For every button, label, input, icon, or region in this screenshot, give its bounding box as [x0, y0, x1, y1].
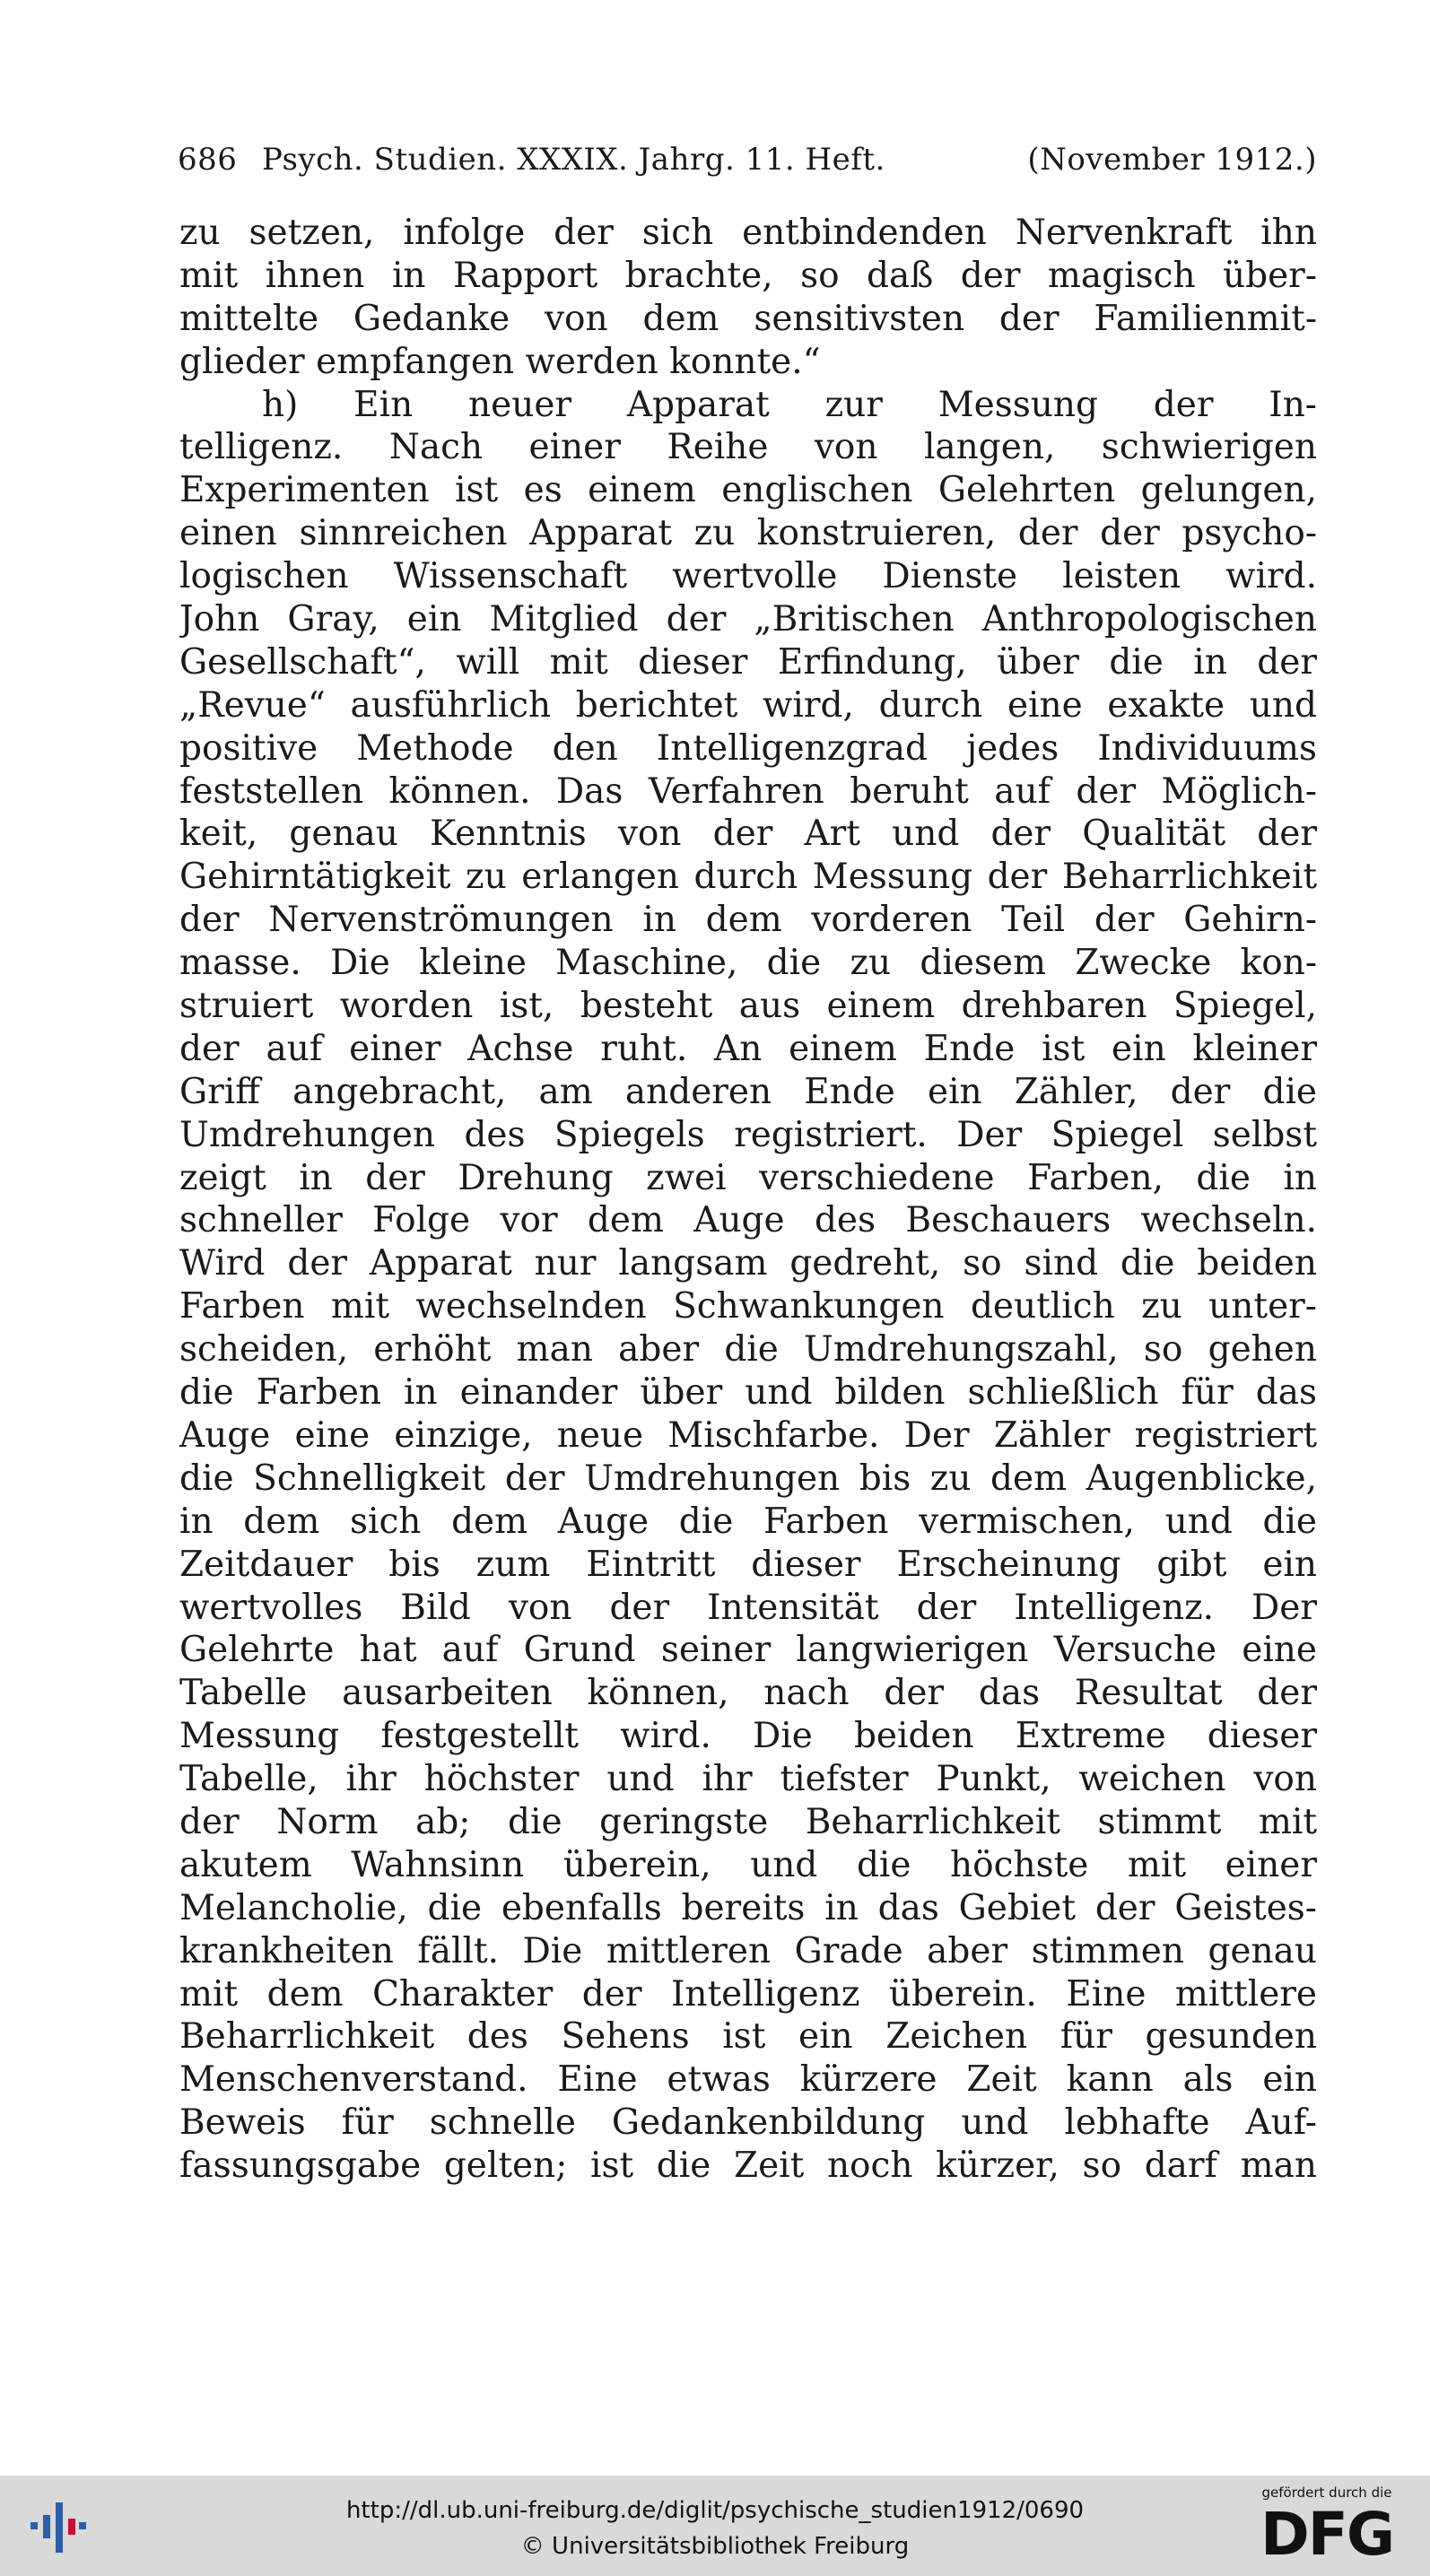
text-line: mittelte Gedanke von dem sensitivsten der Familienmit- — [179, 298, 1317, 339]
text-line: der Norm ab; die geringste Beharrlichkeit stimmt mit — [179, 1801, 1317, 1842]
text-line: masse. Die kleine Maschine, die zu diesem Zwecke kon- — [179, 943, 1317, 984]
text-line: einen sinnreichen Apparat zu konstruieren, der der psycho- — [179, 513, 1317, 554]
text-line: in dem sich dem Auge die Farben vermischen, und die — [179, 1501, 1317, 1542]
text-line: Experimenten ist es einem englischen Gelehrten gelungen, — [179, 470, 1317, 511]
text-line: feststellen können. Das Verfahren beruht auf der Möglich- — [179, 770, 1317, 812]
text-line: Melancholie, die ebenfalls bereits in das Gebiet der Geistes- — [179, 1887, 1317, 1928]
text-line: Wird der Apparat nur langsam gedreht, so sind die beiden — [179, 1243, 1317, 1284]
text-line: der auf einer Achse ruht. An einem Ende ist ein kleiner — [179, 1028, 1317, 1069]
text-line: Gelehrte hat auf Grund seiner langwierigen Versuche eine — [179, 1630, 1317, 1671]
text-line: akutem Wahnsinn überein, und die höchste mit einer — [179, 1844, 1317, 1885]
text-line: Messung festgestellt wird. Die beiden Extreme dieser — [179, 1716, 1317, 1757]
text-line: struiert worden ist, besteht aus einem drehbaren Spiegel, — [179, 986, 1317, 1027]
text-line: fassungsgabe gelten; ist die Zeit noch kürzer, so darf man — [179, 2145, 1317, 2187]
text-line: Menschenverstand. Eine etwas kürzere Zeit kann als ein — [179, 2059, 1317, 2101]
text-line: scheiden, erhöht man aber die Umdrehungszahl, so gehen — [179, 1329, 1317, 1371]
text-line: krankheiten fällt. Die mittleren Grade aber stimmen genau — [179, 1930, 1317, 1971]
text-line: Zeitdauer bis zum Eintritt dieser Erscheinung gibt ein — [179, 1544, 1317, 1585]
text-line: die Schnelligkeit der Umdrehungen bis zu dem Augenblicke, — [179, 1458, 1317, 1499]
text-line: Farben mit wechselnden Schwankungen deutlich zu unter- — [179, 1286, 1317, 1327]
text-line: keit, genau Kenntnis von der Art und der Qualität der — [179, 814, 1317, 855]
funding-caption: gefördert durch die — [1261, 2485, 1392, 2501]
document-url-link[interactable]: http://dl.ub.uni-freiburg.de/diglit/psychische_studien1912/0690 — [345, 2497, 1085, 2524]
text-line: schneller Folge vor dem Auge des Beschauers wechseln. — [179, 1200, 1317, 1241]
dfg-logo: DFG — [1260, 2500, 1394, 2569]
text-line: Umdrehungen des Spiegels registriert. Der Spiegel selbst — [179, 1114, 1317, 1155]
text-line: Gesellschaft“, will mit dieser Erfindung, über die in der — [179, 641, 1317, 683]
viewer-footer — [0, 2476, 1430, 2576]
text-line: Griff angebracht, am anderen Ende ein Zähler, der die — [179, 1071, 1317, 1112]
journal-title: Psych. Studien. XXXIX. Jahrg. 11. Heft. — [262, 142, 885, 178]
page-number: 686 — [178, 142, 238, 178]
text-line: mit ihnen in Rapport brachte, so daß der magisch über- — [179, 255, 1317, 296]
text-line: positive Methode den Intelligenzgrad jedes Individuums — [179, 727, 1317, 769]
running-header — [178, 135, 1317, 185]
text-line: John Gray, ein Mitglied der „Britischen Anthropologischen — [179, 599, 1317, 640]
text-line: „Revue“ ausführlich berichtet wird, durch eine exakte und — [179, 684, 1317, 726]
section-heading-line: h) Ein neuer Apparat zur Messung der In- — [262, 384, 1317, 425]
issue-date: (November 1912.) — [1027, 142, 1317, 178]
text-line: Gehirntätigkeit zu erlangen durch Messung der Beharrlichkeit — [179, 857, 1317, 898]
text-line: logischen Wissenschaft wertvolle Dienste leisten wird. — [179, 556, 1317, 597]
text-line: zeigt in der Drehung zwei verschiedene Farben, die in — [179, 1157, 1317, 1198]
copyright-notice: © Universitätsbibliothek Freiburg — [520, 2533, 910, 2560]
text-line: Tabelle, ihr höchster und ihr tiefster Punkt, weichen von — [179, 1759, 1317, 1800]
text-line: zu setzen, infolge der sich entbindenden Nervenkraft ihn — [179, 213, 1317, 253]
body-text — [179, 212, 1317, 2188]
text-line: mit dem Charakter der Intelligenz überein. Eine mittlere — [179, 1973, 1317, 2015]
text-line: wertvolles Bild von der Intensität der Intelligenz. Der — [179, 1587, 1317, 1628]
text-line: telligenz. Nach einer Reihe von langen, schwierigen — [179, 427, 1317, 468]
text-line: der Nervenströmungen in dem vorderen Teil der Gehirn- — [179, 900, 1317, 941]
text-line: Tabelle ausarbeiten können, nach der das Resultat der — [179, 1673, 1317, 1714]
text-line: Auge eine einzige, neue Mischfarbe. Der Zähler registriert — [179, 1414, 1317, 1456]
text-line: Beharrlichkeit des Sehens ist ein Zeichen für gesunden — [179, 2016, 1317, 2058]
text-line: glieder empfangen werden konnte.“ — [179, 341, 821, 382]
text-line: die Farben in einander über und bilden schließlich für das — [179, 1372, 1317, 1414]
text-line: Beweis für schnelle Gedankenbildung und lebhafte Auf- — [179, 2102, 1317, 2144]
